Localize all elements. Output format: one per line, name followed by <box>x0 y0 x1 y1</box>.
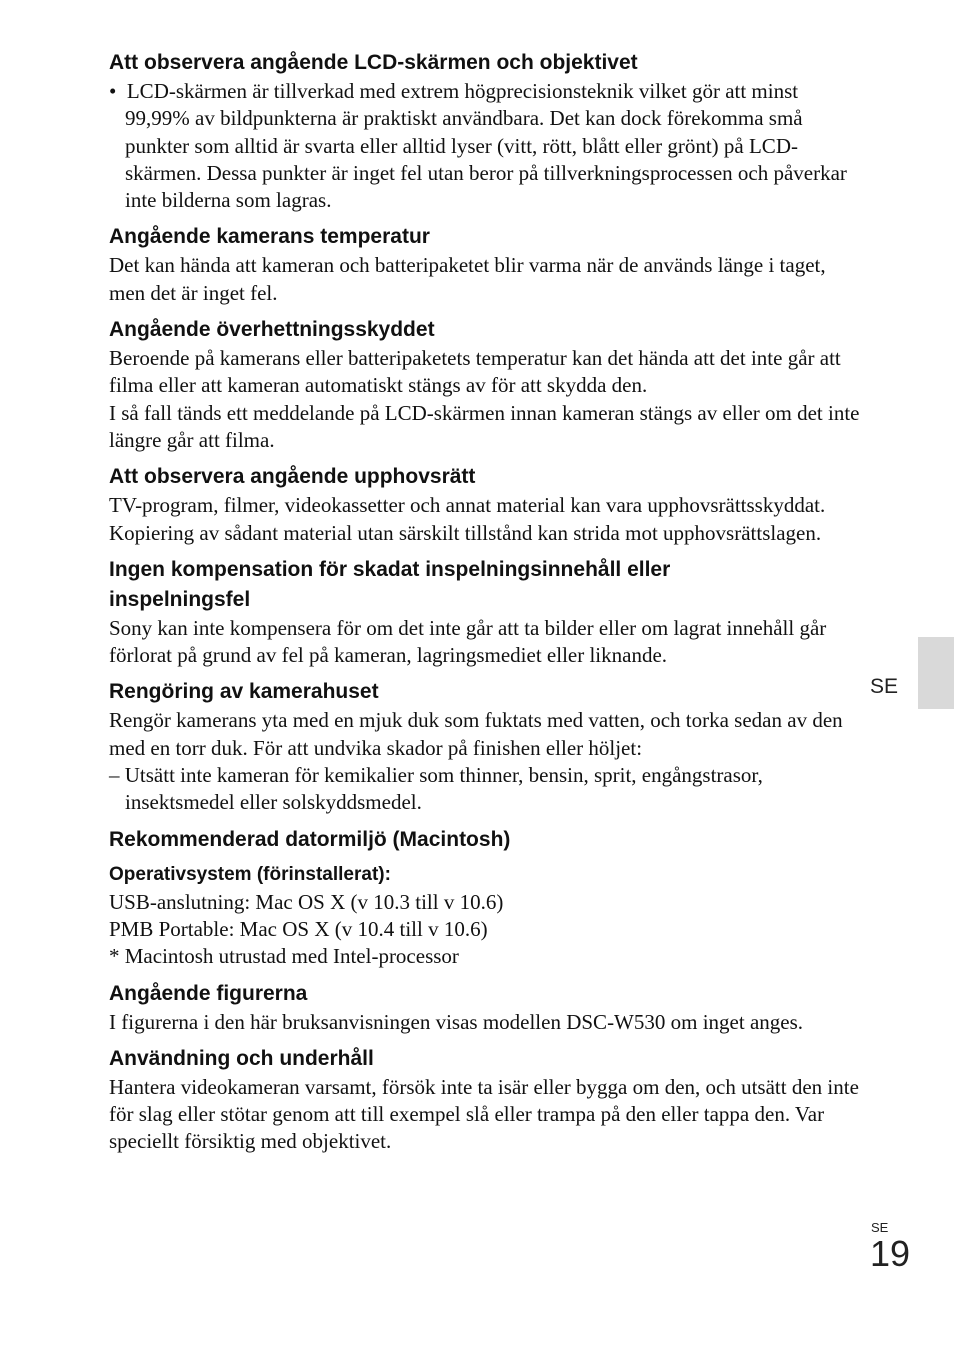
subheading-os: Operativsystem (förinstallerat): <box>109 863 391 885</box>
section-heading-overheat: Angående överhettningsskyddet <box>109 318 435 342</box>
bullet-glyph: • <box>109 79 117 103</box>
bullet-item-text: LCD-skärmen är tillverkad med extrem högprecisionsteknik vilket gör att minst 99,99% av bildpunkterna är praktiskt användbara. Det kan dock förekomma små punkter som alltid är svarta eller alltid lyser (vitt, rött, blått eller grönt) på LCD-skärmen. Dessa punkter är inget fel utan beror på tillverkningsprocessen och påverkar inte bilderna som lagras. <box>125 79 847 213</box>
mac-line-usb: USB-anslutning: Mac OS X (v 10.3 till v 10.6) <box>109 889 504 914</box>
paragraph-cleaning: Rengör kamerans yta med en mjuk duk som fuktats med vatten, och torka sedan av den med en torr duk. För att undvika skador på finishen eller höljet: <box>109 708 843 760</box>
section-heading-mac: Rekommenderad datormiljö (Macintosh) <box>109 827 511 851</box>
language-side-tab <box>918 637 954 709</box>
language-side-label: SE <box>870 675 899 698</box>
footer-language: SE <box>871 1220 889 1235</box>
section-heading-copyright: Att observera angående upphovsrätt <box>109 465 476 489</box>
section-heading-use: Användning och underhåll <box>109 1046 374 1070</box>
mac-line-pmb: PMB Portable: Mac OS X (v 10.4 till v 10.6) <box>109 916 488 941</box>
paragraph-copyright: TV-program, filmer, videokassetter och annat material kan vara upphovsrättsskyddat. Kopiering av sådant material utan särskilt tillstånd kan strida mot upphovsrättslagen. <box>109 493 826 545</box>
section-heading-compensation: Ingen kompensation för skadat inspelningsinnehåll eller inspelningsfel <box>109 557 671 611</box>
mac-line-note: * Macintosh utrustad med Intel-processor <box>109 944 459 969</box>
section-heading-temperature: Angående kamerans temperatur <box>109 225 430 249</box>
paragraph-figures: I figurerna i den här bruksanvisningen visas modellen DSC-W530 om inget anges. <box>109 1009 804 1034</box>
section-heading-cleaning: Rengöring av kamerahuset <box>109 680 379 704</box>
paragraph-overheat-1: Beroende på kamerans eller batteripaketets temperatur kan det hända att det inte går att filma eller att kameran automatiskt stängs av för att skydda den. <box>109 346 841 398</box>
page-content <box>109 48 861 1156</box>
page-number: 19 <box>870 1233 911 1274</box>
section-heading-lcd: Att observera angående LCD-skärmen och objektivet <box>109 51 638 74</box>
bullet-item-lcd <box>109 78 861 214</box>
paragraph-temperature: Det kan hända att kameran och batteripaketet blir varma när de används länge i taget, men det är inget fel. <box>109 253 826 305</box>
paragraph-compensation: Sony kan inte kompensera för om det inte går att ta bilder eller om lagrat innehåll går förlorat på grund av fel på kameran, lagringsmediet eller liknande. <box>109 615 827 668</box>
dash-item-cleaning: – Utsätt inte kameran för kemikalier som thinner, bensin, sprit, engångstrasor, insektsmedel eller solskyddsmedel. <box>109 763 763 815</box>
paragraph-overheat-2: I så fall tänds ett meddelande på LCD-skärmen innan kameran stängs av eller om det inte längre går att filma. <box>109 400 860 452</box>
paragraph-use: Hantera videokameran varsamt, försök inte ta isär eller bygga om den, och utsätt den inte för slag eller stötar genom att till exempel slå eller trampa på den eller tappa den. Var speciellt försiktig med objektivet. <box>109 1074 859 1154</box>
section-heading-figures: Angående figurerna <box>109 981 308 1005</box>
